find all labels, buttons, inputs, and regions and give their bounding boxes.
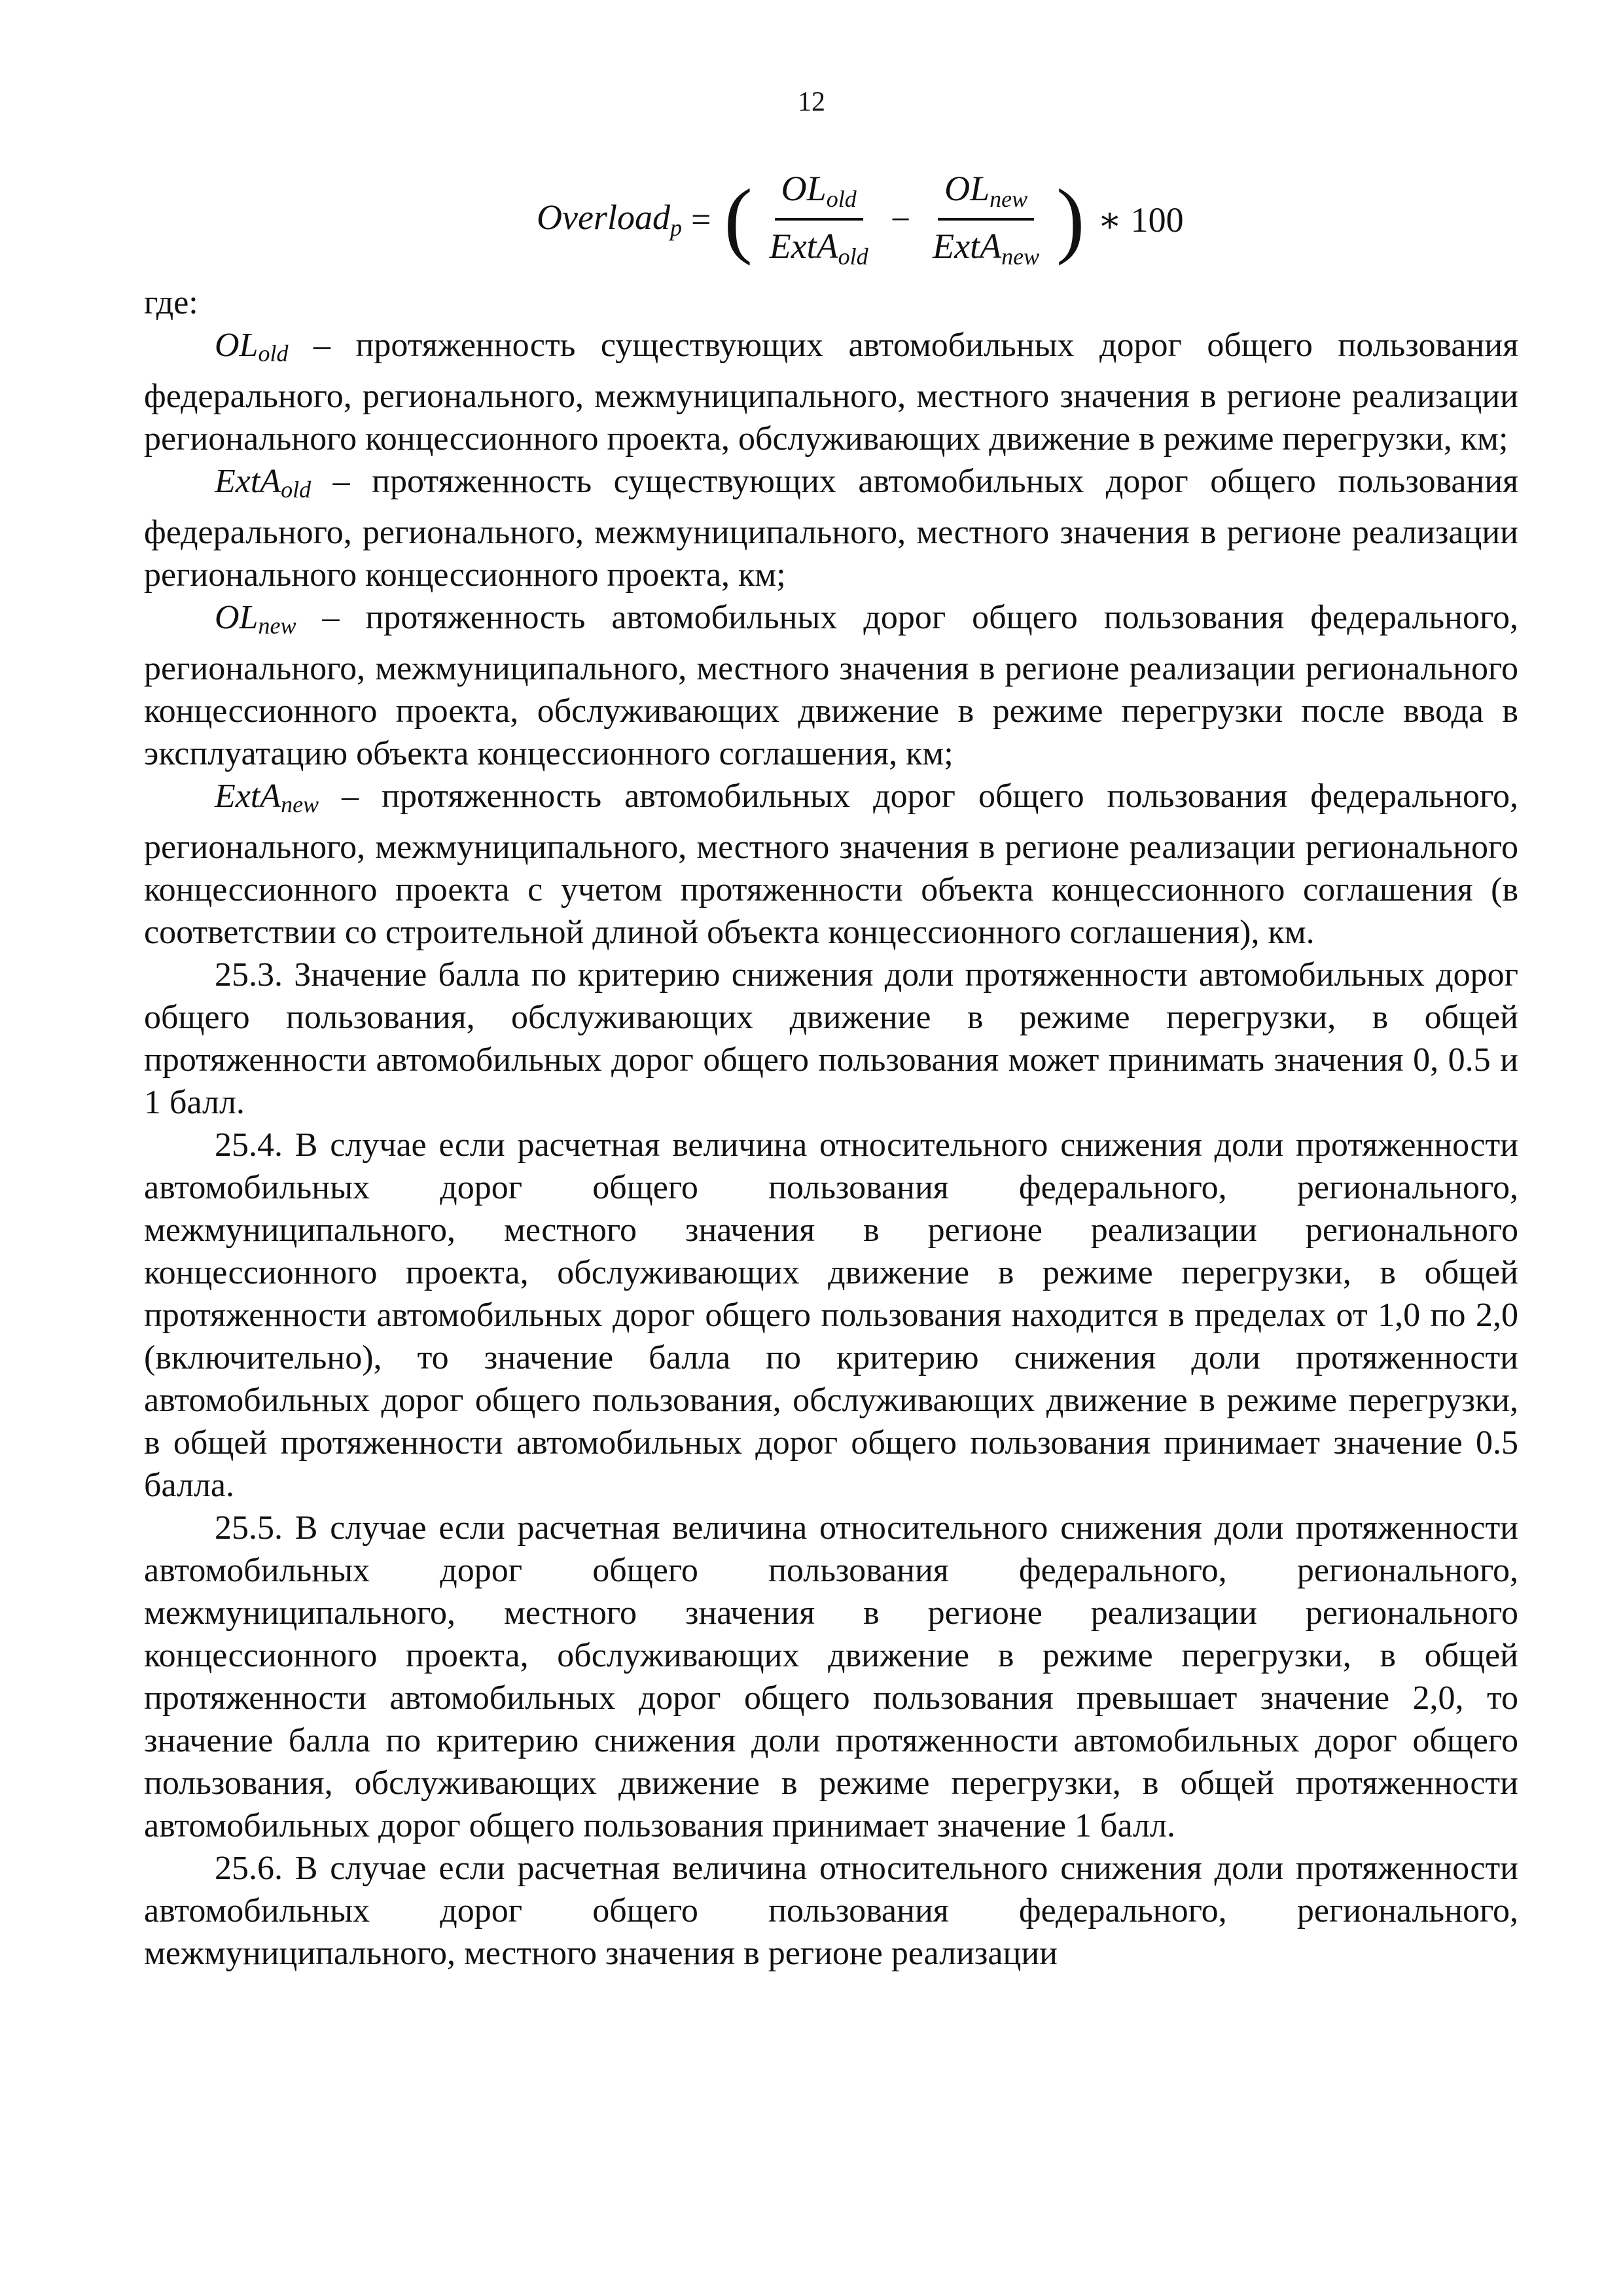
fraction-old-denominator	[763, 221, 875, 270]
formula-fraction-old	[763, 168, 875, 270]
definition-exta-old	[144, 460, 1518, 596]
formula-equals: =	[690, 200, 711, 239]
fraction-new-denominator-text: ExtA	[933, 226, 1002, 266]
definition-text: – протяженность автомобильных дорог общего пользования федерального, регионального, межмуниципального, местного значения в регионе реализации регионального концессионного проекта, обслуживающих движение в режиме перегрузки после ввода в эксплуатацию объекта концессионного соглашения, км;	[144, 599, 1518, 772]
definition-ol-new	[144, 596, 1518, 775]
definition-symbol-sub: new	[258, 613, 296, 639]
formula-lhs	[537, 197, 682, 242]
fraction-new-numerator-text: OL	[944, 169, 990, 208]
fraction-old-numerator-text: OL	[781, 169, 827, 208]
definition-symbol-text: ExtA	[215, 778, 281, 815]
definition-symbol	[215, 327, 289, 367]
fraction-old-denominator-text: ExtA	[769, 226, 838, 266]
formula-right-paren: )	[1056, 172, 1085, 266]
definition-text: – протяженность автомобильных дорог общего пользования федерального, регионального, межмуниципального, местного значения в регионе реализации регионального концессионного проекта с учетом протяженности объекта концессионного соглашения (в соответствии со строительной длиной объекта концессионного соглашения), км.	[144, 778, 1518, 951]
fraction-old-denominator-sub: old	[838, 243, 868, 270]
clause-25-4: 25.4. В случае если расчетная величина относительного снижения доли протяженности автомобильных дорог общего пользования федерального, регионального, межмуниципального, местного значения в регионе реализации регионального концессионного проекта, обслуживающих движение в режиме перегрузки, в общей протяженности автомобильных дорог общего пользования находится в пределах от 1,0 по 2,0 (включительно), то значение балла по критерию снижения доли протяженности автомобильных дорог общего пользования, обслуживающих движение в режиме перегрузки, в общей протяженности автомобильных дорог общего пользования принимает значение 0.5 балла.	[144, 1126, 1518, 1504]
definition-symbol	[215, 463, 312, 503]
definition-symbol-text: ExtA	[215, 463, 281, 500]
definition-symbol	[215, 599, 296, 639]
formula-lhs-text: Overload	[537, 198, 670, 237]
formula-lhs-sub: p	[669, 215, 682, 241]
fraction-new-denominator	[926, 221, 1046, 270]
definition-symbol-text: OL	[215, 599, 259, 636]
definition-symbol-sub: new	[281, 791, 319, 817]
clause-25-6: 25.6. В случае если расчетная величина относительного снижения доли протяженности автомобильных дорог общего пользования федерального, регионального, межмуниципального, местного значения в регионе реализации	[144, 1850, 1518, 1972]
definition-text: – протяженность существующих автомобильных дорог общего пользования федерального, регионального, межмуниципального, местного значения в регионе реализации регионального концессионного проекта, обслуживающих движение в режиме перегрузки, км;	[144, 327, 1518, 457]
page-number: 12	[798, 87, 825, 117]
fraction-new-numerator	[938, 168, 1034, 221]
definition-symbol-sub: old	[258, 340, 289, 367]
definition-symbol-sub: old	[281, 476, 312, 503]
clause-25-3: 25.3. Значение балла по критерию снижения доли протяженности автомобильных дорог общего пользования, обслуживающих движение в режиме перегрузки, в общей протяженности автомобильных дорог общего пользования может принимать значения 0, 0.5 и 1 балл.	[144, 956, 1518, 1121]
fraction-old-numerator-sub: old	[826, 186, 857, 212]
clause-25-5: 25.5. В случае если расчетная величина относительного снижения доли протяженности автомобильных дорог общего пользования федерального, регионального, межмуниципального, местного значения в регионе реализации регионального концессионного проекта, обслуживающих движение в режиме перегрузки, в общей протяженности автомобильных дорог общего пользования превышает значение 2,0, то значение балла по критерию снижения доли протяженности автомобильных дорог общего пользования, обслуживающих движение в режиме перегрузки, в общей протяженности автомобильных дорог общего пользования принимает значение 1 балл.	[144, 1509, 1518, 1844]
fraction-old-numerator	[775, 168, 863, 221]
definition-ol-old	[144, 324, 1518, 460]
definition-symbol-text: OL	[215, 327, 259, 364]
where-label: где:	[144, 284, 198, 321]
definition-text: – протяженность существующих автомобильных дорог общего пользования федерального, регионального, межмуниципального, местного значения в регионе реализации регионального концессионного проекта, км;	[144, 463, 1518, 594]
formula-left-paren: (	[724, 172, 753, 266]
fraction-new-numerator-sub: new	[990, 186, 1028, 212]
definition-symbol	[215, 778, 319, 815]
overload-formula	[537, 164, 1193, 275]
fraction-new-denominator-sub: new	[1001, 243, 1040, 270]
formula-minus: −	[890, 200, 911, 239]
formula-fraction-new	[926, 168, 1046, 270]
definition-exta-new	[144, 775, 1518, 954]
document-body	[144, 281, 1518, 1975]
formula-multiplier: ∗ 100	[1097, 200, 1184, 240]
